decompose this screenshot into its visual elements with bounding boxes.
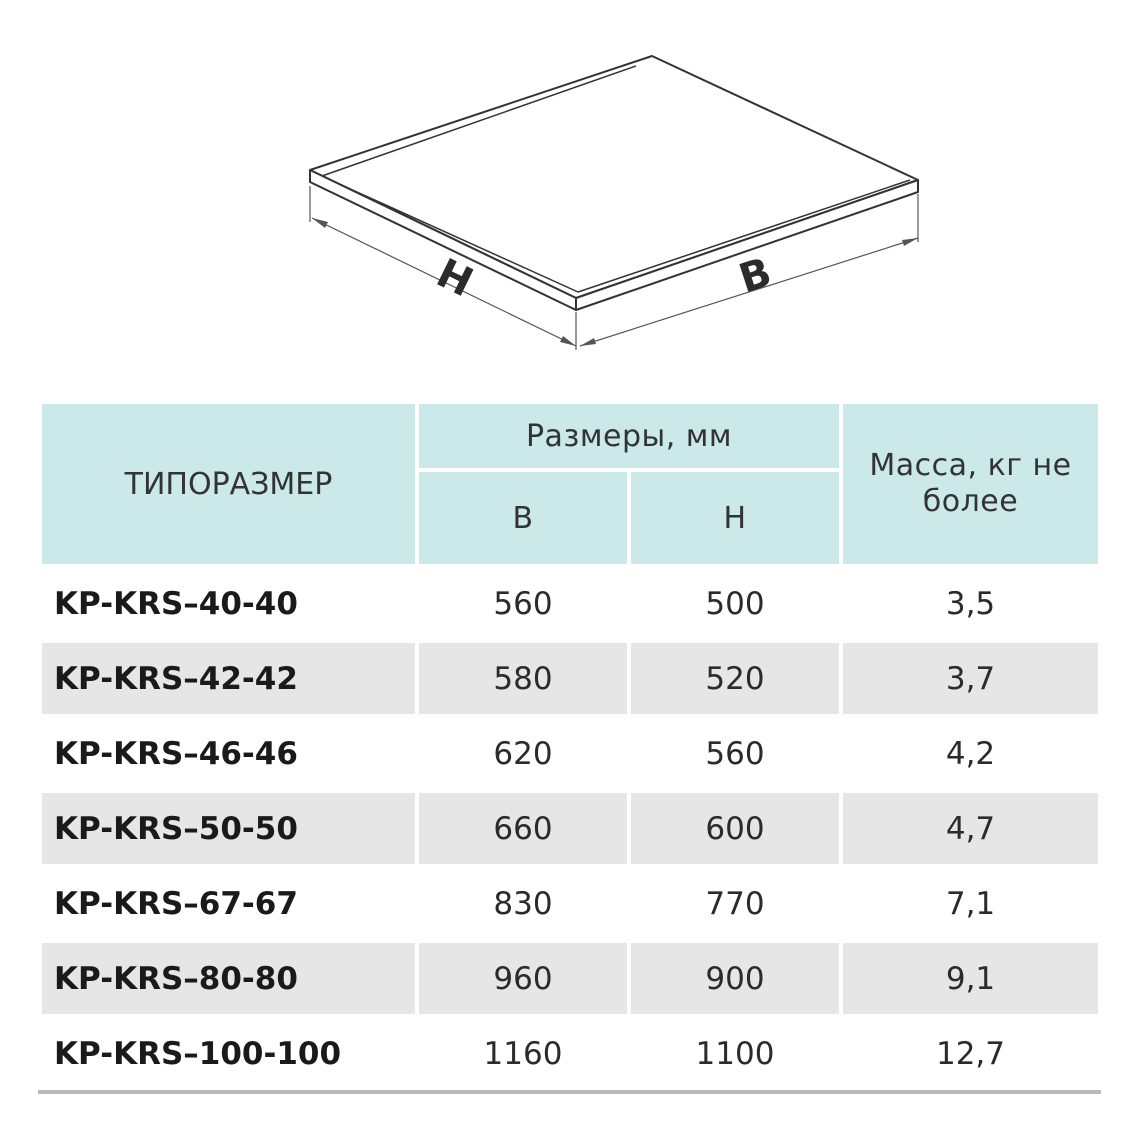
row-type-name: KP-KRS–80-80 bbox=[40, 941, 417, 1016]
table-row bbox=[40, 791, 1100, 866]
header-mass-line1: Масса, кг не bbox=[869, 448, 1072, 483]
row-h-value: 520 bbox=[629, 641, 841, 716]
row-h-value: 770 bbox=[629, 866, 841, 941]
row-b-value: 960 bbox=[417, 941, 629, 1016]
row-type-name: KP-KRS–100-100 bbox=[40, 1016, 417, 1091]
table-bottom-rule bbox=[38, 1090, 1101, 1094]
table-row bbox=[40, 1016, 1100, 1091]
arrow-head bbox=[580, 338, 596, 346]
h-dimension-label: H bbox=[429, 250, 480, 307]
row-h-value: 600 bbox=[629, 791, 841, 866]
header-col-h: H bbox=[629, 470, 841, 566]
arrow-head bbox=[560, 336, 576, 346]
row-mass-value: 3,7 bbox=[841, 641, 1100, 716]
row-b-value: 830 bbox=[417, 866, 629, 941]
header-type-size: ТИПОРАЗМЕР bbox=[40, 402, 417, 566]
row-h-value: 1100 bbox=[629, 1016, 841, 1091]
row-mass-value: 4,2 bbox=[841, 716, 1100, 791]
row-mass-value: 4,7 bbox=[841, 791, 1100, 866]
row-mass-value: 3,5 bbox=[841, 566, 1100, 641]
row-type-name: KP-KRS–50-50 bbox=[40, 791, 417, 866]
row-b-value: 560 bbox=[417, 566, 629, 641]
header-col-b: B bbox=[417, 470, 629, 566]
table-row bbox=[40, 716, 1100, 791]
arrow-head bbox=[902, 238, 918, 246]
row-h-value: 500 bbox=[629, 566, 841, 641]
row-type-name: KP-KRS–40-40 bbox=[40, 566, 417, 641]
panel-drawing bbox=[0, 0, 1143, 380]
row-type-name: KP-KRS–67-67 bbox=[40, 866, 417, 941]
specification-table bbox=[40, 402, 1100, 1091]
row-mass-value: 9,1 bbox=[841, 941, 1100, 1016]
row-h-value: 560 bbox=[629, 716, 841, 791]
row-type-name: KP-KRS–42-42 bbox=[40, 641, 417, 716]
header-dimensions: Размеры, мм bbox=[417, 402, 841, 470]
arrow-head bbox=[312, 218, 328, 228]
row-b-value: 1160 bbox=[417, 1016, 629, 1091]
row-h-value: 900 bbox=[629, 941, 841, 1016]
table-row bbox=[40, 941, 1100, 1016]
header-mass-line2: более bbox=[922, 484, 1019, 519]
row-b-value: 620 bbox=[417, 716, 629, 791]
header-mass bbox=[841, 402, 1100, 566]
table-row bbox=[40, 866, 1100, 941]
row-type-name: KP-KRS–46-46 bbox=[40, 716, 417, 791]
row-mass-value: 7,1 bbox=[841, 866, 1100, 941]
table-row bbox=[40, 641, 1100, 716]
row-mass-value: 12,7 bbox=[841, 1016, 1100, 1091]
table-row bbox=[40, 566, 1100, 641]
b-dimension-label: B bbox=[733, 249, 778, 303]
row-b-value: 580 bbox=[417, 641, 629, 716]
row-b-value: 660 bbox=[417, 791, 629, 866]
